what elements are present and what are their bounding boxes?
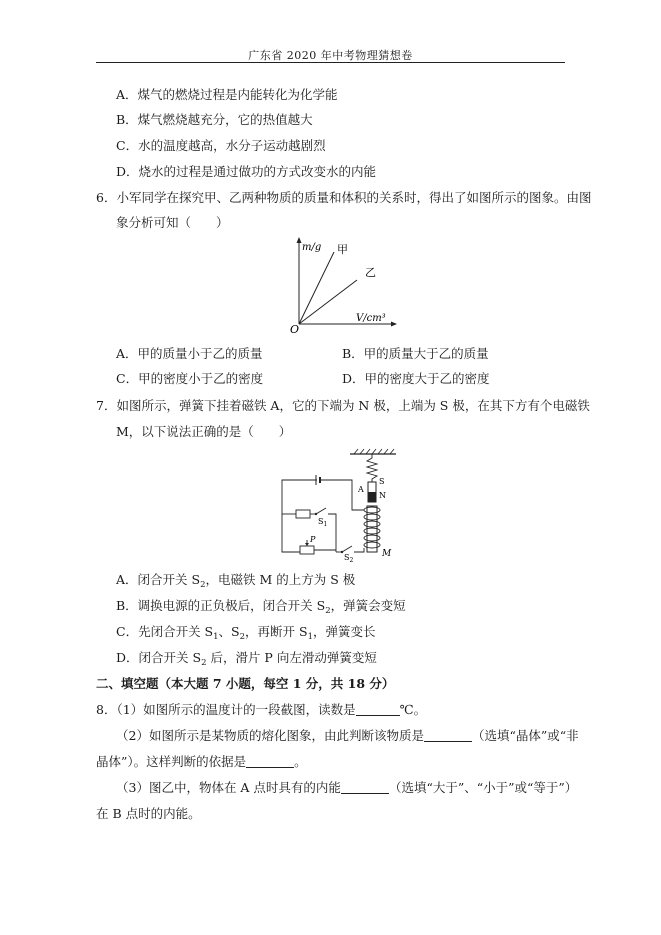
q7-stem-line2: M，以下说法正确的是（ ） [116,424,292,439]
switch-s2-pivot [341,551,343,553]
q7-option-c: C．先闭合开关 $S_1$、$S_2$，再断开 $S_1$，弹簧变长 [116,624,376,642]
q6-mass-volume-graph [285,236,400,336]
q6-option-b: B．甲的质量大于乙的质量 [342,346,489,361]
q8-part2-blank2[interactable] [246,755,294,768]
electromagnet-coil [364,507,380,548]
q8-part1-blank[interactable] [356,703,400,716]
rheostat-slider-tip [305,543,309,546]
label-s1: $S_1$ [318,517,328,528]
graph-label-jia: 甲 [337,243,348,256]
label-s-pole: S [379,477,385,486]
spring [367,454,377,482]
battery-gap [317,478,319,482]
switch-s1-blade [316,508,326,514]
q5-option-a: A．煤气的燃烧过程是内能转化为化学能 [116,87,338,102]
graph-x-label: V/cm³ [356,313,386,324]
graph-y-label: m/g [302,242,322,253]
q8-part2-line1: （2）如图所示是某物质的熔化图象，由此判断该物质是 （选填“晶体”或“非 [116,728,579,743]
header-rule [96,62,565,63]
graph-line-yi [299,280,357,324]
q7-option-b: B．调换电源的正负极后，闭合开关 $S_2$，弹簧会变短 [116,598,406,616]
q7-circuit-figure [272,448,402,563]
graph-origin: O [290,323,300,336]
switch-s2-blade [342,546,352,552]
q5-option-c: C．水的温度越高，水分子运动越剧烈 [116,138,326,153]
graph-x-arrow [391,322,397,327]
q8-part1: 8．（1）如图所示的温度计的一段截图，读数是 ℃。 [96,702,427,717]
rheostat [300,546,314,554]
page-header: 广东省 2020 年中考物理猜想卷 [248,49,413,62]
circuit-wire-s2-out [354,548,364,552]
q6-option-d: D．甲的密度大于乙的密度 [342,371,490,386]
label-s2: $S_2$ [344,553,354,563]
label-rheostat-p: P [310,535,316,544]
q7-option-a: A．闭合开关 $S_2$，电磁铁 M 的上方为 S 极 [116,572,356,590]
q8-part2-line2: 晶体”）。这样判断的依据是 。 [96,754,307,769]
q7-stem-line1: 7．如图所示，弹簧下挂着磁铁 A，它的下端为 N 极，上端为 S 极，在其下方有个电磁铁 [96,398,590,413]
section-2-title: 二、填空题（本大题 7 小题，每空 1 分，共 18 分） [96,676,395,691]
circuit-wire-main [282,480,364,552]
q8-part3-line1: （3）图乙中，物体在 A 点时具有的内能 （选填“大于”、“小于”或“等于”） [116,780,578,795]
label-n-pole: N [379,491,386,500]
q5-option-d: D．烧水的过程是通过做功的方式改变水的内能 [116,164,377,179]
q6-option-c: C．甲的密度小于乙的密度 [116,371,264,386]
q5-option-b: B．煤气燃烧越充分，它的热值越大 [116,112,313,127]
label-magnet-a: A [358,485,364,494]
q8-part2-blank1[interactable] [424,729,472,742]
q8-part3-blank[interactable] [341,781,389,794]
q6-option-a: A．甲的质量小于乙的质量 [116,346,263,361]
q6-stem-line1: 6．小军同学在探究甲、乙两种物质的质量和体积的关系时，得出了如图所示的图象。由图 [96,190,592,205]
graph-line-jia [299,252,334,324]
switch-s1-pivot [315,513,317,515]
ceiling-hatching [354,449,394,454]
circuit-wire-s1-out [328,514,336,552]
q8-part3-line2: 在 B 点时的内能。 [96,806,201,821]
label-electromagnet-m: M [382,549,392,559]
q7-option-d: D．闭合开关 $S_2$ 后，滑片 P 向左滑动弹簧变短 [116,650,377,668]
q6-stem-line2: 象分析可知（ ） [116,215,229,230]
magnet-a-north-half [368,492,376,502]
resistor [296,510,310,518]
graph-label-yi: 乙 [365,266,376,279]
graph-y-arrow [297,237,302,243]
